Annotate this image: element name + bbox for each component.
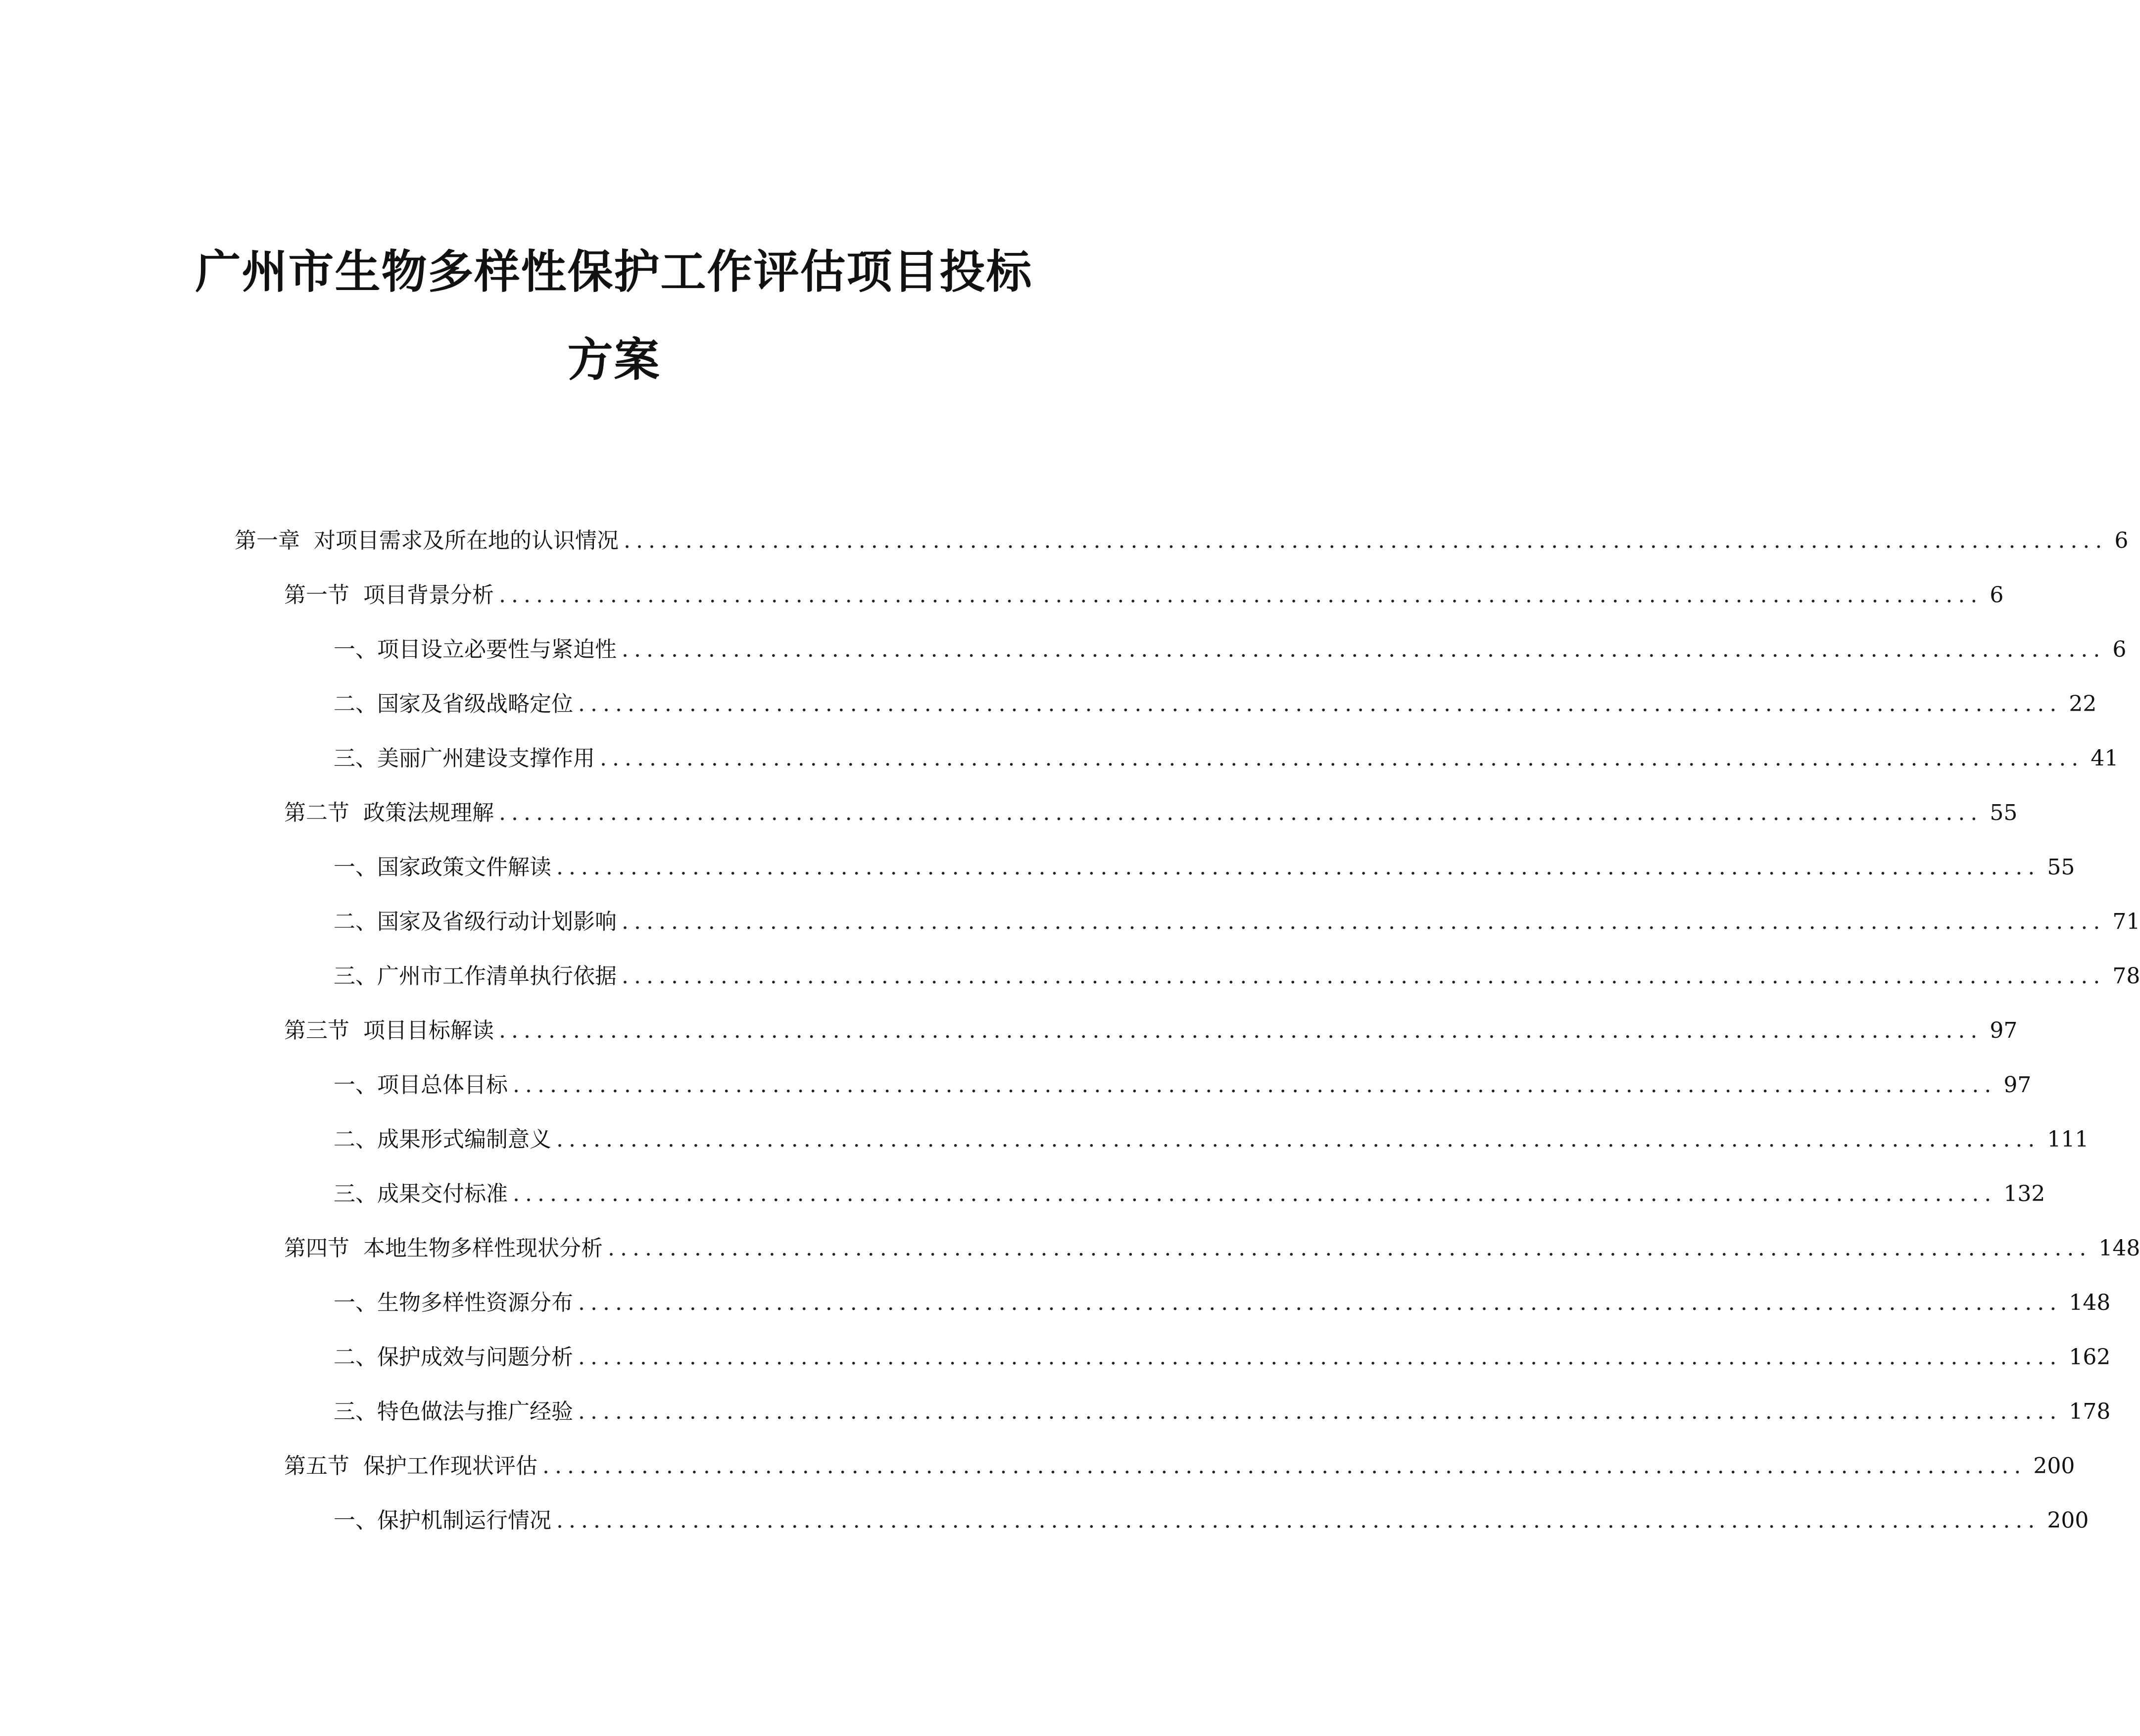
toc-entry-title: 项目背景分析 xyxy=(363,582,494,608)
toc-entry-subsection[interactable]: 一、 生物多样性资源分布 ........................................................................................................................ 148 xyxy=(334,1286,1032,1320)
toc-entry-subsection[interactable]: 三、 广州市工作清单执行依据 ........................................................................................................................ 78 xyxy=(334,959,1032,994)
toc-entry-number: 三、 xyxy=(334,964,377,989)
document-title xyxy=(0,242,1228,390)
toc-entry-number: 第一章 xyxy=(235,528,300,553)
toc-entry-section-2[interactable]: 第二节 政策法规理解 ........................................................................................................................ 55 xyxy=(284,796,1032,830)
toc-entry-title: 特色做法与推广经验 xyxy=(377,1399,573,1424)
toc-entry-number: 一、 xyxy=(334,1290,377,1315)
toc-entry-number: 一、 xyxy=(334,1508,377,1533)
toc-entry-title: 美丽广州建设支撑作用 xyxy=(377,746,595,771)
toc-entry-number: 二、 xyxy=(334,909,377,934)
toc-entry-subsection[interactable]: 一、 项目设立必要性与紧迫性 ........................................................................................................................ 6 xyxy=(334,632,1032,667)
toc-entry-subsection[interactable]: 一、 项目总体目标 ........................................................................................................................ 97 xyxy=(334,1068,1032,1103)
toc-entry-title: 项目设立必要性与紧迫性 xyxy=(377,637,617,662)
toc-entry-section-5[interactable]: 第五节 保护工作现状评估 ........................................................................................................................ 200 xyxy=(284,1449,1032,1484)
toc-entry-number: 三、 xyxy=(334,1399,377,1424)
toc-entry-number: 三、 xyxy=(334,746,377,771)
toc-entry-number: 二、 xyxy=(334,1127,377,1152)
toc-entry-section-1[interactable]: 第一节 项目背景分析 ........................................................................................................................ 6 xyxy=(284,578,1032,613)
toc-dot-leader: ........................................................................................................................ xyxy=(622,909,2106,934)
toc-entry-title: 项目目标解读 xyxy=(363,1018,494,1043)
toc-entry-number: 第四节 xyxy=(284,1236,349,1261)
toc-dot-leader: ........................................................................................................................ xyxy=(513,1181,1997,1206)
toc-entry-subsection[interactable]: 二、 成果形式编制意义 ........................................................................................................................ 111 xyxy=(334,1122,1032,1157)
toc-entry-title: 项目总体目标 xyxy=(377,1072,508,1098)
toc-entry-subsection[interactable]: 二、 国家及省级行动计划影响 ........................................................................................................................ 71 xyxy=(334,905,1032,939)
toc-entry-number: 第二节 xyxy=(284,800,349,825)
toc-entry-number: 一、 xyxy=(334,1072,377,1098)
toc-entry-subsection[interactable]: 三、 特色做法与推广经验 ........................................................................................................................ 178 xyxy=(334,1395,1032,1429)
toc-dot-leader: ........................................................................................................................ xyxy=(499,800,1983,825)
toc-entry-number: 一、 xyxy=(334,855,377,880)
toc-entry-subsection[interactable]: 三、 成果交付标准 ........................................................................................................................ 132 xyxy=(334,1177,1032,1211)
toc-entry-subsection[interactable]: 二、 保护成效与问题分析 ........................................................................................................................ 162 xyxy=(334,1340,1032,1375)
toc-entry-title: 广州市工作清单执行依据 xyxy=(377,964,617,989)
toc-entry-subsection[interactable]: 三、 美丽广州建设支撑作用 ........................................................................................................................ 41 xyxy=(334,741,1032,776)
document-title-line-1: 广州市生物多样性保护工作评估项目投标 xyxy=(195,245,1033,298)
toc-dot-leader: ........................................................................................................................ xyxy=(499,1018,1983,1043)
toc-entry-number: 二、 xyxy=(334,1345,377,1370)
toc-entry-title: 本地生物多样性现状分析 xyxy=(363,1236,603,1261)
toc-entry-number: 三、 xyxy=(334,1181,377,1206)
toc-dot-leader: ........................................................................................................................ xyxy=(556,1508,2041,1533)
toc-entry-title: 成果交付标准 xyxy=(377,1181,508,1206)
toc-entry-title: 国家及省级战略定位 xyxy=(377,691,573,717)
toc-dot-leader: ........................................................................................................................ xyxy=(578,691,2062,717)
toc-entry-title: 政策法规理解 xyxy=(363,800,494,825)
toc-entry-section-3[interactable]: 第三节 项目目标解读 ........................................................................................................................ 97 xyxy=(284,1013,1032,1048)
toc-entry-title: 成果形式编制意义 xyxy=(377,1127,551,1152)
toc-entry-title: 国家及省级行动计划影响 xyxy=(377,909,617,934)
toc-entry-subsection[interactable]: 二、 国家及省级战略定位 ........................................................................................................................ 22 xyxy=(334,687,1032,722)
toc-dot-leader: ........................................................................................................................ xyxy=(499,582,1983,608)
toc-entry-subsection[interactable]: 一、 国家政策文件解读 ........................................................................................................................ 55 xyxy=(334,850,1032,885)
toc-entry-title: 对项目需求及所在地的认识情况 xyxy=(314,528,619,553)
toc-entry-title: 保护工作现状评估 xyxy=(363,1453,537,1479)
toc-dot-leader: ........................................................................................................................ xyxy=(600,746,2084,771)
toc-dot-leader: ........................................................................................................................ xyxy=(542,1453,2027,1479)
toc-dot-leader: ........................................................................................................................ xyxy=(622,637,2106,662)
toc-entry-title: 国家政策文件解读 xyxy=(377,855,551,880)
toc-entry-number: 第三节 xyxy=(284,1018,349,1043)
toc-entry-subsection[interactable]: 一、 保护机制运行情况 ........................................................................................................................ 200 xyxy=(334,1503,1032,1538)
toc-entry-section-4[interactable]: 第四节 本地生物多样性现状分析 ........................................................................................................................ 148 xyxy=(284,1231,1032,1266)
toc-dot-leader: ........................................................................................................................ xyxy=(578,1290,2062,1315)
document-title-line-2: 方案 xyxy=(567,334,661,386)
toc-entry-chapter-1[interactable]: 第一章 对项目需求及所在地的认识情况 ........................................................................................................................ 6 xyxy=(235,524,1032,558)
toc-dot-leader: ........................................................................................................................ xyxy=(556,855,2041,880)
toc-dot-leader: ........................................................................................................................ xyxy=(608,1236,2092,1261)
toc-dot-leader: ........................................................................................................................ xyxy=(556,1127,2041,1152)
toc-dot-leader: ........................................................................................................................ xyxy=(624,528,2108,553)
toc-dot-leader: ........................................................................................................................ xyxy=(513,1072,1997,1098)
toc-entry-title: 保护成效与问题分析 xyxy=(377,1345,573,1370)
toc-entry-title: 生物多样性资源分布 xyxy=(377,1290,573,1315)
toc-entry-number: 第一节 xyxy=(284,582,349,608)
toc-dot-leader: ........................................................................................................................ xyxy=(578,1345,2062,1370)
toc-dot-leader: ........................................................................................................................ xyxy=(578,1399,2062,1424)
toc-entry-number: 二、 xyxy=(334,691,377,717)
toc-dot-leader: ........................................................................................................................ xyxy=(622,964,2106,989)
toc-entry-title: 保护机制运行情况 xyxy=(377,1508,551,1533)
toc-entry-number: 一、 xyxy=(334,637,377,662)
toc-entry-number: 第五节 xyxy=(284,1453,349,1479)
